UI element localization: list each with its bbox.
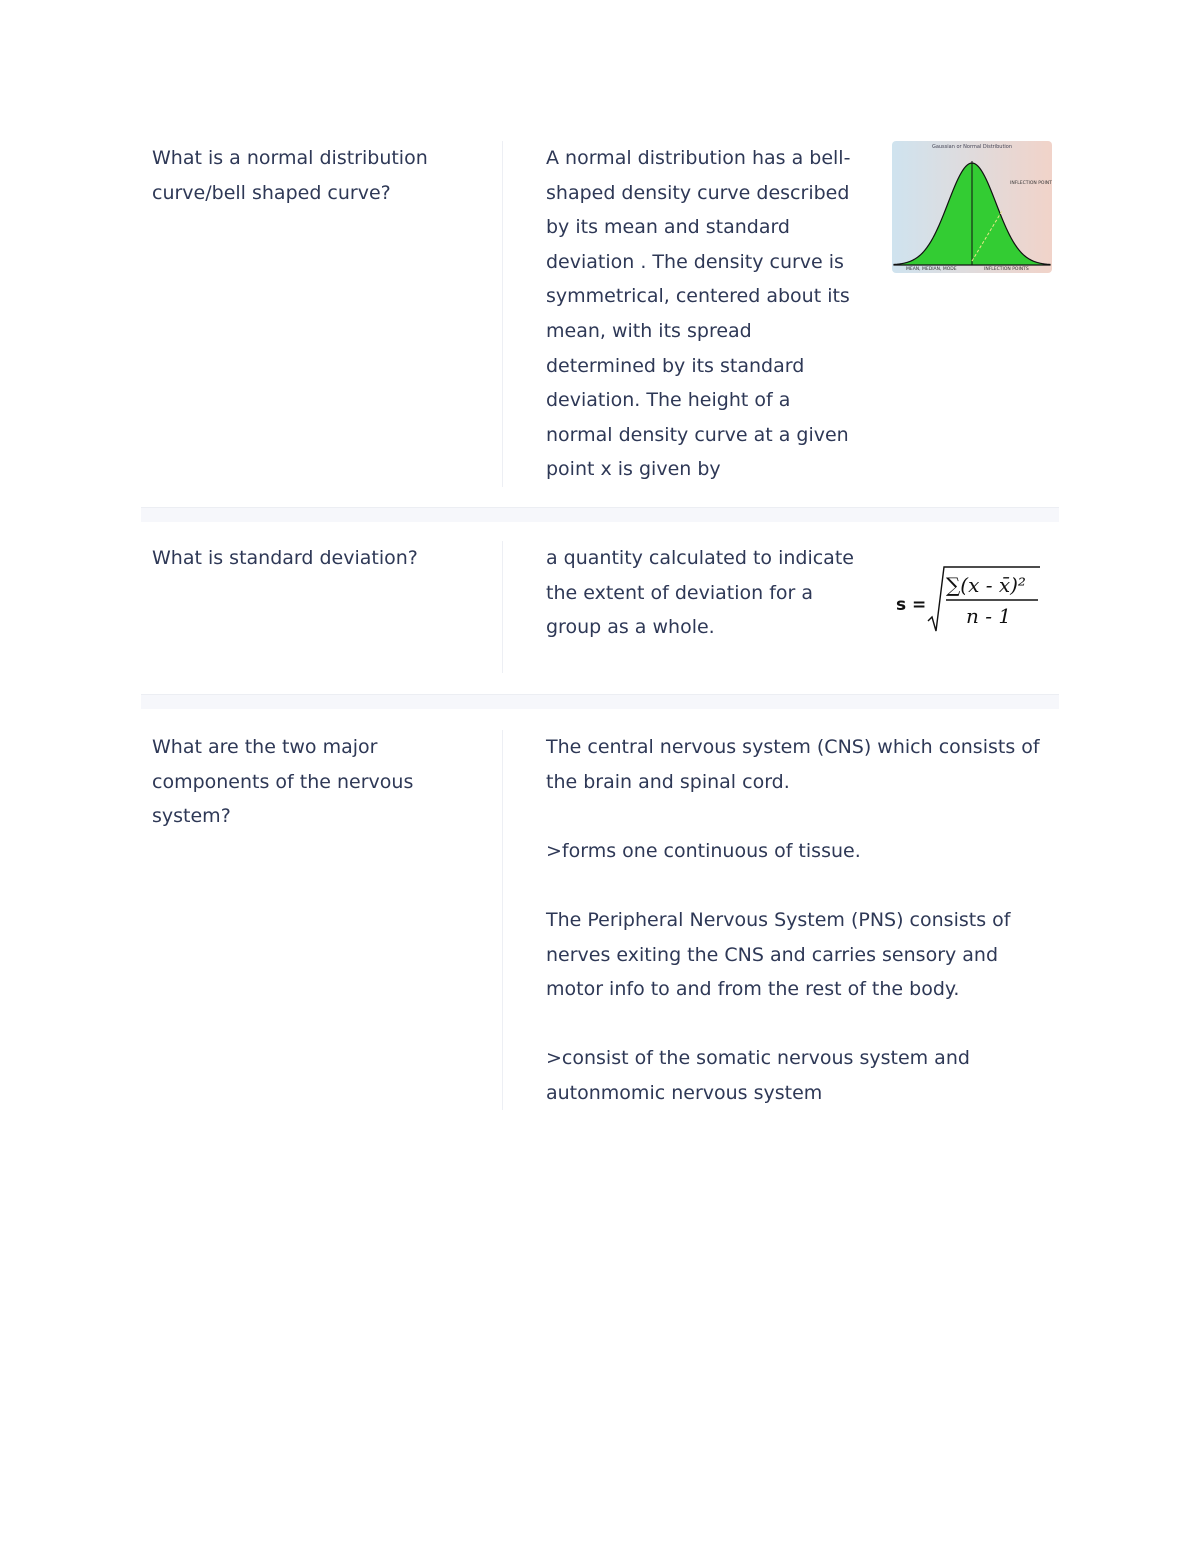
formula-denominator: n - 1	[966, 604, 1012, 628]
definition-paragraph: a quantity calculated to indicate the extent of deviation for a group as a whole.	[546, 547, 854, 639]
definition-paragraph: The central nervous system (CNS) which consists of the brain and spinal cord.	[546, 736, 1040, 793]
inflection-points-label: INFLECTION POINTS	[984, 267, 1029, 272]
formula-lhs: s =	[896, 595, 927, 615]
card-separator	[141, 694, 1059, 709]
image-title: Gaussian or Normal Distribution	[931, 144, 1013, 150]
mean-median-mode-label: MEAN, MEDIAN, MODE	[906, 267, 957, 272]
definition-paragraph: >consist of the somatic nervous system and autonmomic nervous system	[546, 1047, 970, 1104]
formula-numerator: ∑(x - x̄)²	[946, 573, 1026, 597]
flashcard-3	[141, 730, 1059, 1120]
definition-text	[546, 141, 856, 487]
card-divider	[502, 541, 503, 673]
normal-distribution-image	[892, 141, 1052, 273]
definition-text	[546, 541, 856, 645]
standard-deviation-formula	[892, 563, 1052, 635]
definition-paragraph: The Peripheral Nervous System (PNS) consists of nerves exiting the CNS and carries sensory and motor info to and from the rest of the body.	[546, 908, 1011, 1001]
card-divider	[502, 730, 503, 1110]
definition-paragraph: >forms one continuous of tissue.	[546, 839, 861, 862]
card-separator	[141, 507, 1059, 522]
inflection-point-label: INFLECTION POINT	[1010, 181, 1052, 186]
card-divider	[502, 141, 503, 487]
definition-paragraph: A normal distribution has a bell-shaped density curve described by its mean and standard deviation . The density curve is symmetrical, centered about its mean, with its spread determined by its standard deviation. The height of a normal density curve at a given point x is given by	[546, 147, 851, 481]
term-text: What are the two major components of the nervous system?	[152, 736, 414, 828]
definition-text	[546, 730, 1046, 1111]
term-text: What is standard deviation?	[152, 547, 418, 569]
term-text: What is a normal distribution curve/bell shaped curve?	[152, 147, 428, 204]
